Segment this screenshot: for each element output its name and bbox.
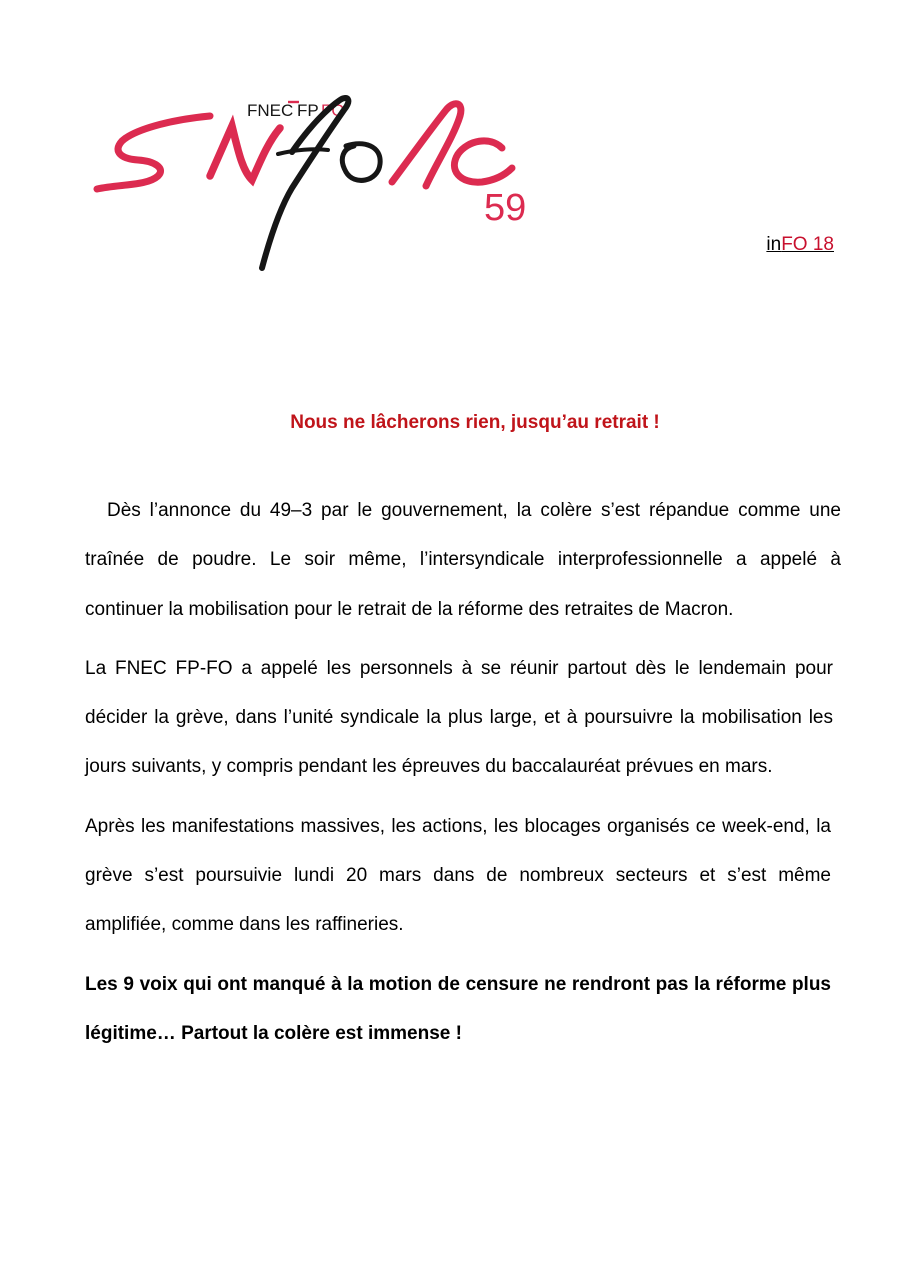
article-body: [85, 486, 841, 1068]
issue-number: FO 18: [781, 234, 834, 255]
issue-reference: [700, 234, 834, 256]
logo-letter-f: [262, 98, 348, 268]
logo-org-fp: FP: [297, 101, 319, 120]
snfolc-59-logo: [92, 88, 542, 278]
paragraph-49-3: Dès l’annonce du 49–3 par le gouvernement, la colère s’est répandue comme une traînée de poudre. Le soir même, l’intersyndicale interprofessionnelle a appelé à continuer la mobilisation pour le retrait de la réforme des retraites de Macron.: [85, 500, 841, 620]
article-title: Nous ne lâcherons rien, jusqu’au retrait !: [290, 412, 660, 433]
logo-department-number: 59: [484, 187, 527, 229]
logo-letter-l: [392, 104, 461, 186]
paragraph-bold-conclusion: Les 9 voix qui ont manqué à la motion de censure ne rendront pas la réforme plus légitime… Partout la colère est immense !: [85, 973, 831, 1044]
logo-letter-n: [210, 126, 280, 180]
paragraph-strike-continued: Après les manifestations massives, les actions, les blocages organisés ce week-end, la grève s’est poursuivie lundi 20 mars dans de nombreux secteurs et s’est même amplifiée, comme dans les raffineries.: [85, 815, 831, 936]
issue-prefix: in: [766, 234, 782, 255]
logo-org-fnec: FNEC: [247, 101, 294, 120]
logo-org-fo: FO: [321, 101, 345, 120]
logo-letter-f-bar: [278, 149, 328, 154]
paragraph-fnec-call: La FNEC FP-FO a appelé les personnels à se réunir partout dès le lendemain pour décider la grève, dans l’unité syndicale la plus large, et à poursuivre la mobilisation les jours suivants, y compris pendant les épreuves du baccalauréat prévues en mars.: [85, 657, 833, 778]
logo-letter-o: [342, 144, 380, 181]
snfolc-logo-graphic: [92, 88, 542, 278]
logo-letter-s: [97, 116, 210, 189]
logo-letter-c: [454, 141, 512, 182]
